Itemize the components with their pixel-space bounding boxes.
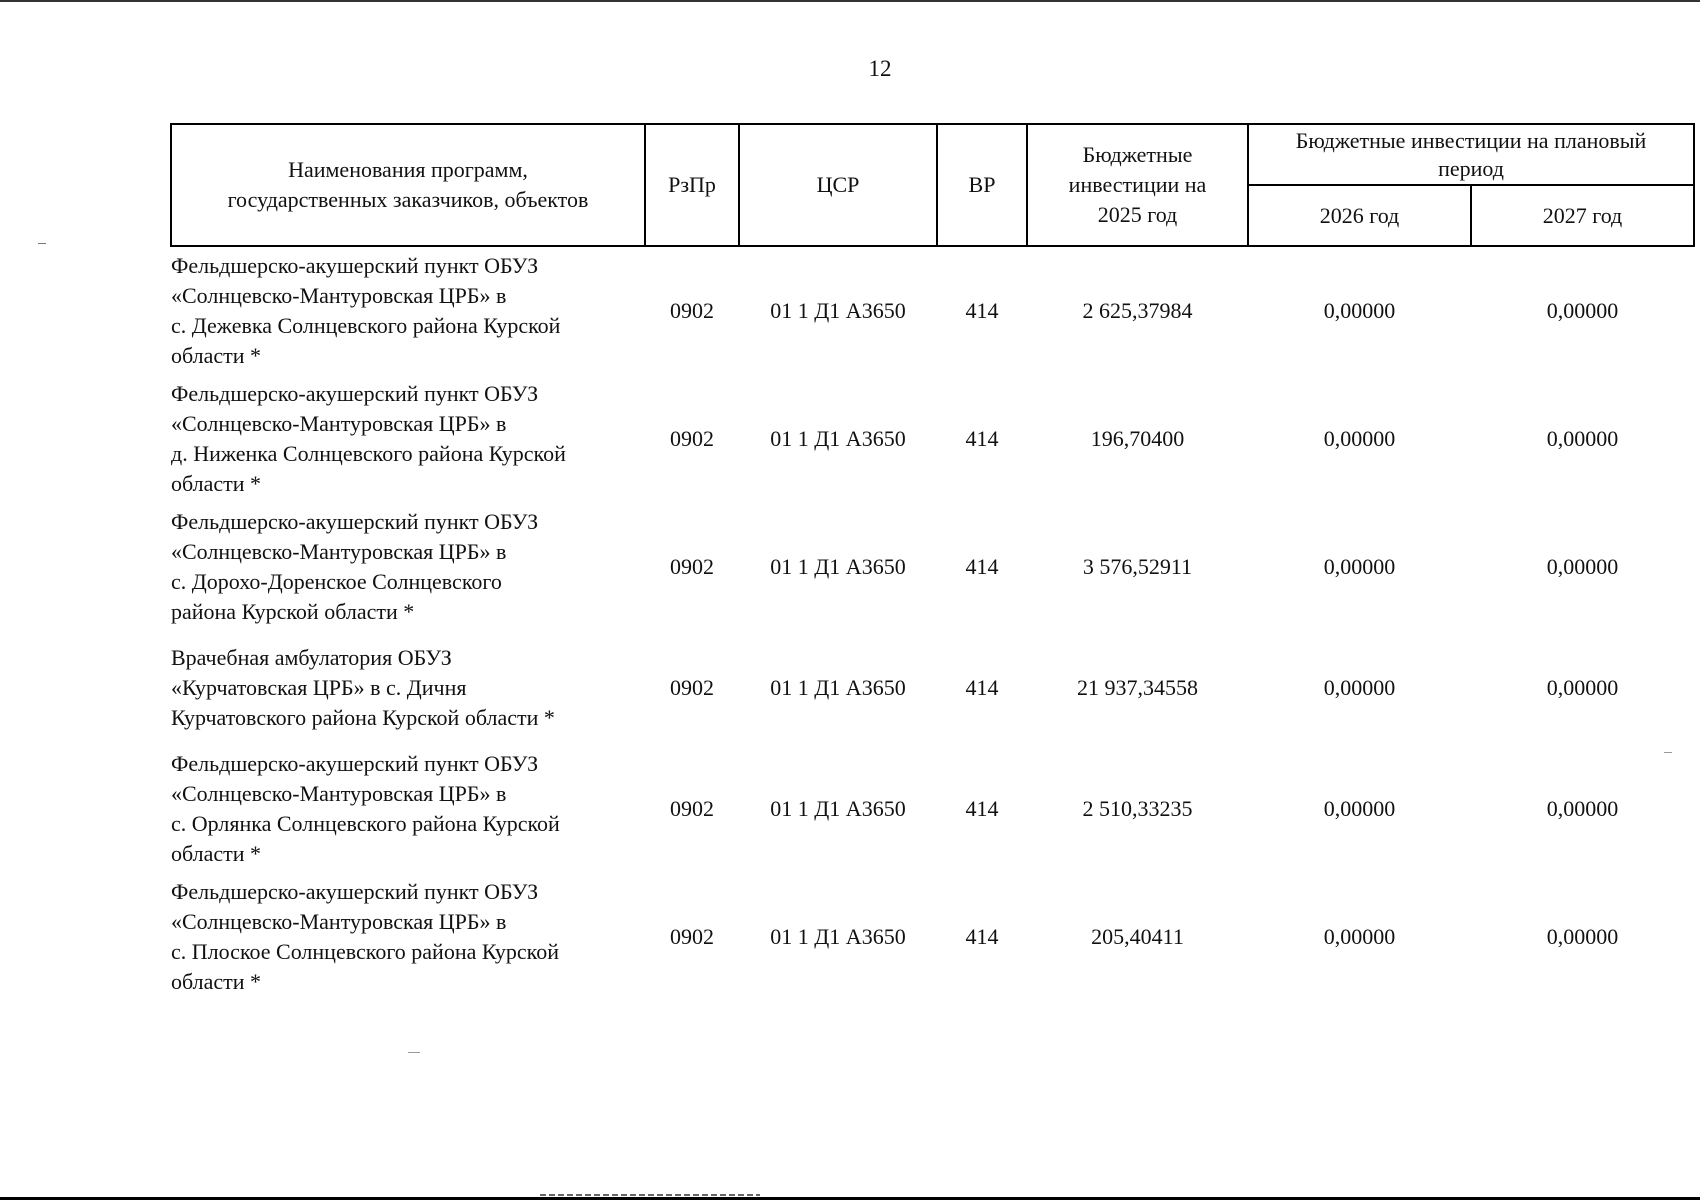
csr-cell: 01 1 Д1 А3650: [770, 298, 906, 323]
object-name: Фельдшерско-акушерский пункт ОБУЗ «Солнцевско-Мантуровская ЦРБ» в с. Орлянка Солнцевского района Курской области *: [171, 751, 560, 866]
csr-cell: 01 1 Д1 А3650: [770, 426, 906, 451]
budget-2026-cell: 0,00000: [1323, 924, 1396, 949]
budget-2027-cell: 0,00000: [1546, 796, 1619, 821]
header-budget-2025: Бюджетные инвестиции на 2025 год: [1027, 124, 1248, 246]
scan-artifact-dashes: [540, 1194, 760, 1196]
budget-2026-cell: 0,00000: [1323, 426, 1396, 451]
table-row: [171, 745, 1694, 873]
object-name: Врачебная амбулатория ОБУЗ «Курчатовская ЦРБ» в с. Дичня Курчатовского района Курской области *: [171, 645, 555, 730]
rzpr-cell: 0902: [670, 426, 714, 451]
budget-2025-cell: 2 625,37984: [1082, 298, 1193, 323]
budget-2025-cell: 2 510,33235: [1082, 796, 1193, 821]
header-rzpr: РзПр: [645, 124, 739, 246]
table-body: [171, 246, 1694, 1001]
table-row: [171, 631, 1694, 745]
budget-2026-cell: 0,00000: [1323, 554, 1396, 579]
csr-cell: 01 1 Д1 А3650: [770, 924, 906, 949]
rzpr-cell: 0902: [670, 298, 714, 323]
vr-cell: 414: [965, 554, 999, 579]
budget-2026-cell: 0,00000: [1323, 675, 1396, 700]
scan-artifact-left: [38, 243, 46, 244]
scan-artifact-bottom: [408, 1052, 420, 1053]
rzpr-cell: 0902: [670, 675, 714, 700]
budget-2026-cell: 0,00000: [1323, 796, 1396, 821]
rzpr-cell: 0902: [670, 924, 714, 949]
scan-top-edge: [0, 0, 1700, 2]
budget-2027-cell: 0,00000: [1546, 675, 1619, 700]
budget-2026-cell: 0,00000: [1323, 298, 1396, 323]
budget-2027-cell: 0,00000: [1546, 298, 1619, 323]
vr-cell: 414: [965, 796, 999, 821]
object-name: Фельдшерско-акушерский пункт ОБУЗ «Солнцевско-Мантуровская ЦРБ» в д. Ниженка Солнцевского района Курской области *: [171, 381, 566, 496]
page-number: 12: [868, 56, 892, 81]
table-row: [171, 375, 1694, 503]
budget-2025-cell: 205,40411: [1091, 924, 1184, 949]
budget-2027-cell: 0,00000: [1546, 924, 1619, 949]
vr-cell: 414: [965, 298, 999, 323]
table-header: [171, 124, 1694, 246]
object-name: Фельдшерско-акушерский пункт ОБУЗ «Солнцевско-Мантуровская ЦРБ» в с. Плоское Солнцевского района Курской области *: [171, 879, 559, 994]
rzpr-cell: 0902: [670, 554, 714, 579]
header-csr: ЦСР: [739, 124, 937, 246]
table-row: [171, 503, 1694, 631]
csr-cell: 01 1 Д1 А3650: [770, 554, 906, 579]
vr-cell: 414: [965, 426, 999, 451]
table-row: [171, 873, 1694, 1001]
budget-2027-cell: 0,00000: [1546, 554, 1619, 579]
budget-2027-cell: 0,00000: [1546, 426, 1619, 451]
csr-cell: 01 1 Д1 А3650: [770, 675, 906, 700]
vr-cell: 414: [965, 675, 999, 700]
header-name: Наименования программ, государственных заказчиков, объектов: [171, 124, 645, 246]
vr-cell: 414: [965, 924, 999, 949]
budget-2025-cell: 3 576,52911: [1082, 554, 1193, 579]
header-vr: ВР: [937, 124, 1027, 246]
rzpr-cell: 0902: [670, 796, 714, 821]
header-2027: 2027 год: [1471, 185, 1694, 246]
header-planned-period: Бюджетные инвестиции на плановый период: [1248, 124, 1694, 185]
budget-2025-cell: 21 937,34558: [1077, 675, 1198, 700]
table-row: [171, 246, 1694, 375]
budget-2025-cell: 196,70400: [1090, 426, 1185, 451]
header-2026: 2026 год: [1248, 185, 1471, 246]
object-name: Фельдшерско-акушерский пункт ОБУЗ «Солнцевско-Мантуровская ЦРБ» в с. Дежевка Солнцевского района Курской области *: [171, 253, 561, 368]
csr-cell: 01 1 Д1 А3650: [770, 796, 906, 821]
object-name: Фельдшерско-акушерский пункт ОБУЗ «Солнцевско-Мантуровская ЦРБ» в с. Дорохо-Доренское Солнцевского района Курской области *: [171, 509, 539, 624]
investment-table: [170, 123, 1695, 1001]
